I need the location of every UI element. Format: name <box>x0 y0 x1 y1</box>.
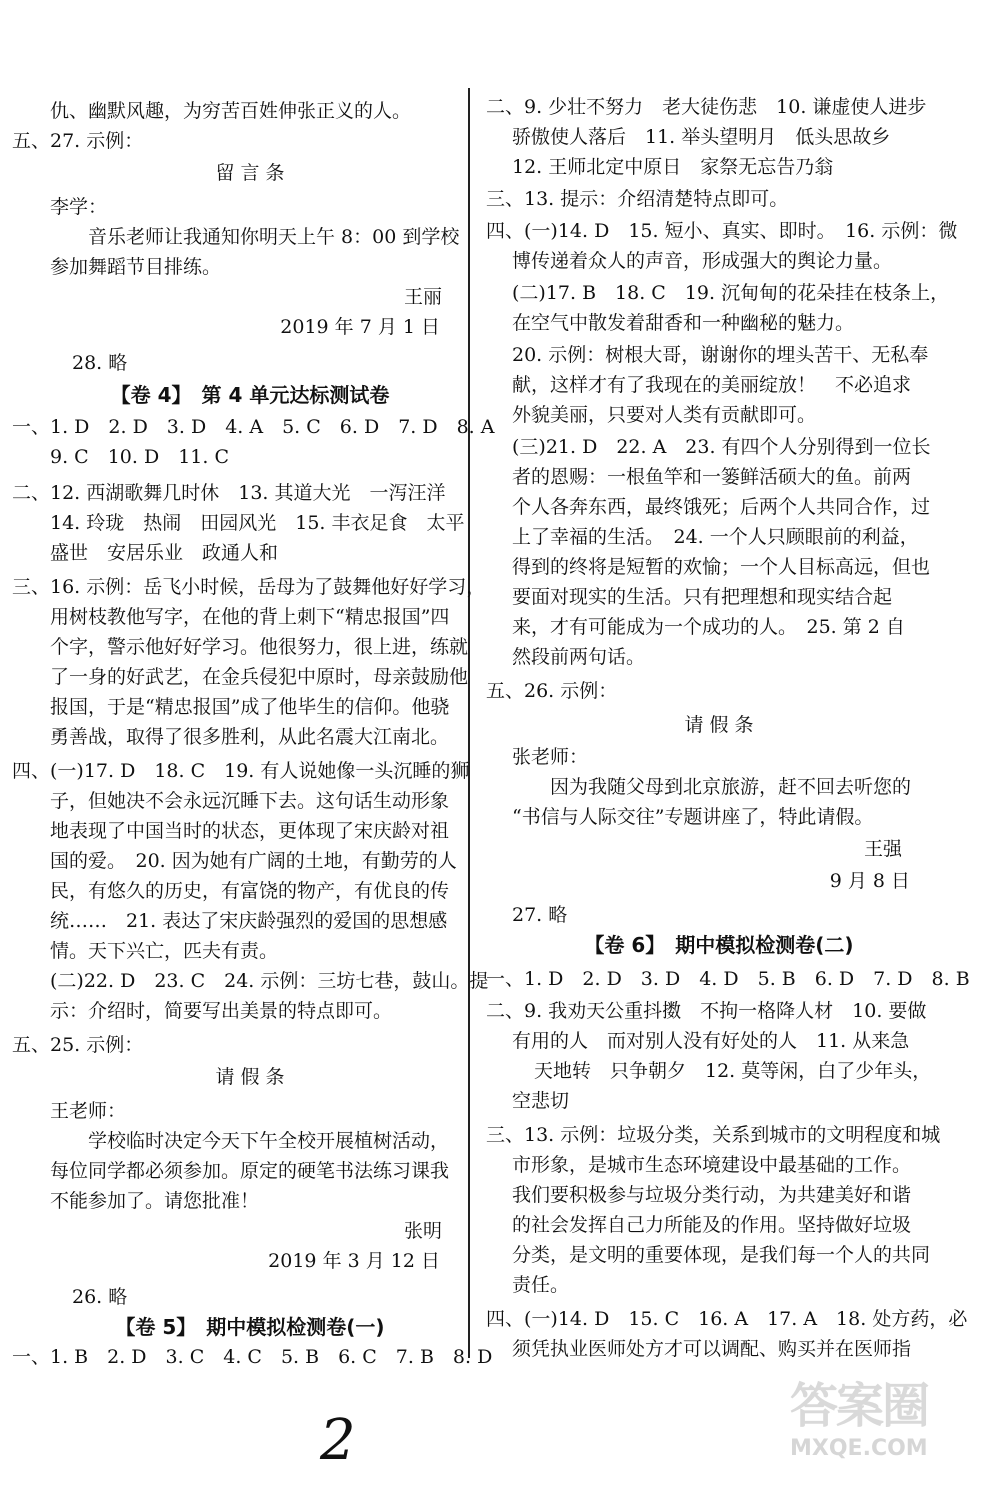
text-line: 9. C 10. D 11. C <box>50 446 229 468</box>
text-line: 每位同学都必须参加。原定的硬笔书法练习课我 <box>50 1160 450 1182</box>
text-line: 27. 略 <box>512 904 568 926</box>
text-line: 二、9. 少壮不努力 老大徒伤悲 10. 谦虚使人进步 <box>486 96 927 118</box>
watermark <box>790 1367 980 1477</box>
note-title: 请 假 条 <box>684 714 754 736</box>
text-line: 五、26. 示例： <box>486 680 618 702</box>
text-line: 四、(一)14. D 15. C 16. A 17. A 18. 处方药，必 <box>486 1308 968 1330</box>
text-line: 26. 略 <box>72 1286 128 1308</box>
text-line: (二)22. D 23. C 24. 示例：三坊七巷，鼓山。提 <box>50 970 489 992</box>
date: 2019 年 3 月 12 日 <box>268 1250 440 1272</box>
text-line: 我们要积极参与垃圾分类行动，为共建美好和谐 <box>512 1184 912 1206</box>
text-line: 统…… 21. 表达了宋庆龄强烈的爱国的思想感 <box>50 910 448 932</box>
text-line: 要面对现实的生活。只有把理想和现实结合起 <box>512 586 893 608</box>
text-line: 了一身的好武艺，在金兵侵犯中原时，母亲鼓励他 <box>50 666 469 688</box>
text-line: 天地转 只争朝夕 12. 莫等闲，白了少年头， <box>534 1060 932 1082</box>
note-title: 请 假 条 <box>215 1066 285 1088</box>
text-line: 音乐老师让我通知你明天上午 8：00 到学校 <box>88 226 460 248</box>
text-line: 上了幸福的生活。 24. 一个人只顾眼前的利益， <box>512 526 919 548</box>
text-line: 地表现了中国当时的状态，更体现了宋庆龄对祖 <box>50 820 450 842</box>
text-line: 三、13. 示例：垃圾分类，关系到城市的文明程度和城 <box>486 1124 941 1146</box>
text-line: 二、12. 西湖歌舞几时休 13. 其道大光 一泻汪洋 <box>12 482 446 504</box>
text-line: 骄傲使人落后 11. 举头望明月 低头思故乡 <box>512 126 891 148</box>
text-line: (三)21. D 22. A 23. 有四个人分别得到一位长 <box>512 436 931 458</box>
text-line: 盛世 安居乐业 政通人和 <box>50 542 279 564</box>
text-line: 外貌美丽，只要对人类有贡献即可。 <box>512 404 817 426</box>
text-line: 三、13. 提示：介绍清楚特点即可。 <box>486 188 789 210</box>
handwritten-page-number: 2 <box>320 1408 356 1473</box>
text-line: 不能参加了。请您批准！ <box>50 1190 260 1212</box>
text-line: 子，但她决不会永远沉睡下去。这句话生动形象 <box>50 790 450 812</box>
text-line: 12. 王师北定中原日 家祭无忘告乃翁 <box>512 156 834 178</box>
text-line: 得到的终将是短暂的欢愉；一个人目标高远，但也 <box>512 556 931 578</box>
text-line: 20. 示例：树根大哥，谢谢你的埋头苦干、无私奉 <box>512 344 929 366</box>
text-line: 仇、幽默风趣，为穷苦百姓伸张正义的人。 <box>50 100 412 122</box>
text-line: 献，这样才有了我现在的美丽绽放！ 不必追求 <box>512 374 912 396</box>
text-line: 个人各奔东西，最终饿死；后两个人共同合作，过 <box>512 496 931 518</box>
text-line: “书信与人际交往”专题讲座了，特此请假。 <box>512 806 874 828</box>
text-line: 博传递着众人的声音，形成强大的舆论力量。 <box>512 250 893 272</box>
section-heading: 【卷 5】 期中模拟检测卷(一) <box>115 1315 385 1339</box>
text-line: 分类，是文明的重要体现，是我们每一个人的共同 <box>512 1244 931 1266</box>
text-line: 一、1. D 2. D 3. D 4. A 5. C 6. D 7. D 8. A <box>12 416 495 438</box>
text-line: 须凭执业医师处方才可以调配、购买并在医师指 <box>512 1338 912 1360</box>
text-line: 14. 玲珑 热闹 田园风光 15. 丰衣足食 太平 <box>50 512 465 534</box>
column-divider <box>468 88 470 1358</box>
text-line: 王老师： <box>50 1100 127 1122</box>
text-line: 参加舞蹈节目排练。 <box>50 256 222 278</box>
text-line: 报国，于是“精忠报国”成了他毕生的信仰。他骁 <box>50 696 450 718</box>
watermark-logo: 答案圈 <box>790 1378 929 1434</box>
text-line: 的社会发挥自己力所能及的作用。坚持做好垃圾 <box>512 1214 912 1236</box>
text-line: 四、(一)17. D 18. C 19. 有人说她像一头沉睡的狮 <box>12 760 470 782</box>
text-line: 因为我随父母到北京旅游，赶不回去听您的 <box>550 776 912 798</box>
text-line: 有用的人 而对别人没有好处的人 11. 从来急 <box>512 1030 910 1052</box>
text-line: 二、9. 我劝天公重抖擞 不拘一格降人材 10. 要做 <box>486 1000 927 1022</box>
text-line: 责任。 <box>512 1274 570 1296</box>
text-line: 来，才有可能成为一个成功的人。 25. 第 2 自 <box>512 616 905 638</box>
text-line: 一、1. D 2. D 3. D 4. D 5. B 6. D 7. D 8. B <box>486 968 970 990</box>
text-line: 五、27. 示例： <box>12 130 144 152</box>
text-line: 三、16. 示例：岳飞小时候，岳母为了鼓舞他好好学习， <box>12 576 486 598</box>
text-line: 李学： <box>50 196 108 218</box>
text-line: 一、1. B 2. D 3. C 4. C 5. B 6. C 7. B 8. D <box>12 1346 493 1368</box>
text-line: 四、(一)14. D 15. 短小、真实、即时。 16. 示例：微 <box>486 220 958 242</box>
text-line: 五、25. 示例： <box>12 1034 144 1056</box>
text-line: 市形象，是城市生态环境建设中最基础的工作。 <box>512 1154 912 1176</box>
text-line: 用树枝教他写字，在他的背上刺下“精忠报国”四 <box>50 606 450 628</box>
section-heading: 【卷 6】 期中模拟检测卷(二) <box>584 933 854 957</box>
text-line: 情。天下兴亡，匹夫有责。 <box>50 940 279 962</box>
date: 2019 年 7 月 1 日 <box>280 316 440 338</box>
text-line: 在空气中散发着甜香和一种幽秘的魅力。 <box>512 312 855 334</box>
note-title: 留 言 条 <box>215 162 285 184</box>
text-line: 勇善战，取得了很多胜利，从此名震大江南北。 <box>50 726 450 748</box>
signature: 王强 <box>863 838 902 860</box>
text-line: 学校临时决定今天下午全校开展植树活动， <box>88 1130 450 1152</box>
text-line: 示：介绍时，简要写出美景的特点即可。 <box>50 1000 393 1022</box>
signature: 张明 <box>403 1220 442 1242</box>
watermark-site: MXQE.COM <box>790 1436 928 1461</box>
text-line: (二)17. B 18. C 19. 沉甸甸的花朵挂在枝条上， <box>512 282 950 304</box>
section-heading: 【卷 4】 第 4 单元达标测试卷 <box>110 383 390 407</box>
text-line: 者的恩赐：一根鱼竿和一篓鲜活硕大的鱼。前两 <box>512 466 912 488</box>
text-line: 张老师： <box>512 746 589 768</box>
text-line: 28. 略 <box>72 352 128 374</box>
signature: 王丽 <box>403 286 442 308</box>
date: 9 月 8 日 <box>829 870 910 892</box>
text-line: 国的爱。 20. 因为她有广阔的土地，有勤劳的人 <box>50 850 457 872</box>
text-line: 空悲切 <box>512 1090 570 1112</box>
text-line: 个字，警示他好好学习。他很努力，很上进，练就 <box>50 636 469 658</box>
text-line: 然段前两句话。 <box>512 646 646 668</box>
text-line: 民，有悠久的历史，有富饶的物产，有优良的传 <box>50 880 450 902</box>
